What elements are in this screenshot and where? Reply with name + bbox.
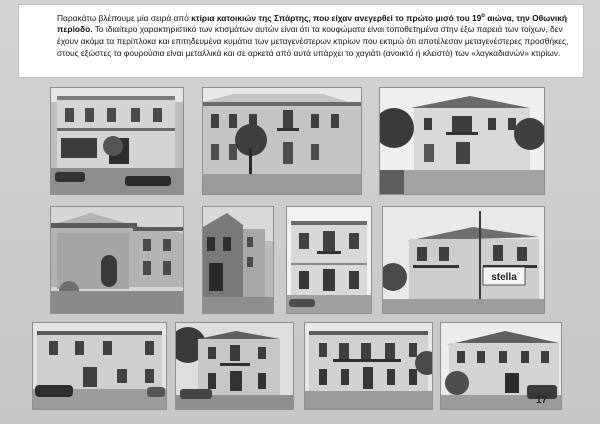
- photo-row2-1: [51, 207, 183, 313]
- photo-row1-2: [203, 88, 361, 194]
- page-number: 17: [536, 395, 548, 406]
- photo-row2-3: [287, 207, 371, 313]
- caption-body: Το ιδιαίτερο χαρακτηριστικό των κτισμάτων αυτών είναι ότι τα κουφώματα είναι τοποθετημένα στην έξω παρειά των τοίχων, δεν έχουν ακόμα τα περίπλοκα και επιτηδευμένα κυμάτια των μεταγενέστερων κτιρίων που εκτιμώ ότι αποτέλεσαν μεταγενέστερες προσθήκες, στους εξώστες τα φουρούσια είναι μεταλλικά και σε αρκετά από αυτά υπάρχει το χαγιάτι (ανοικτό ή κλειστό) των «λαγκαδιανών» κτιρίων.: [57, 24, 569, 58]
- caption-bold-1: κτίρια κατοικιών της Σπάρτης, που είχαν ανεγερθεί το πρώτο μισό του 19: [191, 12, 482, 23]
- photo-row1-1: [51, 88, 183, 194]
- photo-row3-3: [305, 323, 432, 409]
- caption-intro: Παρακάτω βλέπουμε μία σειρά από: [57, 12, 192, 23]
- caption-superscript: ο: [481, 13, 485, 19]
- photo-row1-3: [380, 88, 544, 194]
- photo-row2-4: [383, 207, 544, 313]
- shop-sign-text: stella: [491, 272, 517, 283]
- caption-text-box: [18, 4, 584, 78]
- photo-row3-1: [33, 323, 166, 409]
- photo-row3-2: [176, 323, 293, 409]
- caption-bold-2: αιώνα, την Οθωνική περίοδο.: [57, 12, 567, 35]
- photo-row2-2: [203, 207, 273, 313]
